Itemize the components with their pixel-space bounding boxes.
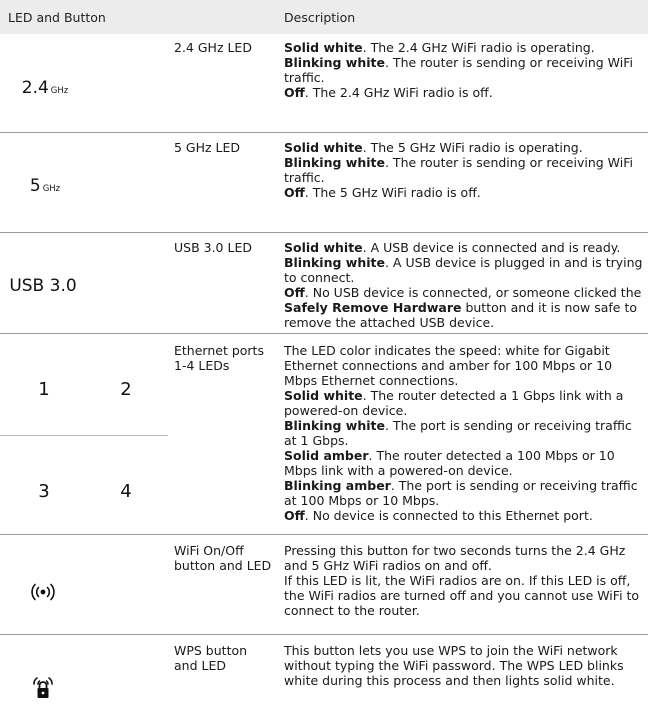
desc-bold: Safely Remove Hardware: [284, 300, 462, 315]
desc-bold: Blinking amber: [284, 478, 391, 493]
desc-bold: Solid white: [284, 240, 363, 255]
desc-line: [284, 85, 646, 100]
led-5ghz-icon: [0, 168, 90, 204]
desc-text: . The port is sending or receiving traffic at 1 Gbps.: [284, 418, 632, 448]
desc-line: [284, 388, 646, 418]
desc-text: This button lets you use WPS to join the WiFi network without typing the WiFi password. The WPS LED blinks white during this process and then lights solid white.: [284, 643, 624, 688]
desc-bold: Blinking white: [284, 418, 385, 433]
desc-bold: Solid amber: [284, 448, 369, 463]
desc-text: Pressing this button for two seconds turns the 2.4 GHz and 5 GHz WiFi radios on and off.: [284, 543, 626, 573]
desc-text: . No device is connected to this Ethernet port.: [304, 508, 593, 523]
led-2-4ghz-icon: [0, 70, 90, 106]
desc-line: [284, 255, 646, 285]
icon-usb-label: USB 3.0: [9, 276, 77, 296]
desc-text: . The 5 GHz WiFi radio is off.: [304, 185, 481, 200]
port-4-icon: 4: [120, 480, 132, 502]
desc-line: [284, 40, 646, 55]
desc-line: [284, 343, 646, 388]
desc-text: . A USB device is connected and is ready.: [362, 240, 621, 255]
desc-line: [284, 508, 646, 523]
desc-text: If this LED is lit, the WiFi radios are on. If this LED is off, the WiFi radios are turned off and you cannot use WiFi to connect to the router.: [284, 573, 640, 618]
table-header: [0, 0, 648, 34]
wps-icon-graphic: [28, 676, 58, 704]
row-divider: [0, 232, 648, 233]
desc-bold: Blinking white: [284, 255, 385, 270]
desc-line: [284, 240, 646, 255]
port-2-icon: 2: [120, 378, 132, 400]
desc-text: . A USB device is plugged in and is trying to connect.: [284, 255, 643, 285]
row-name-usb-led: USB 3.0 LED: [174, 240, 252, 255]
row-name-5ghz-led: 5 GHz LED: [174, 140, 241, 155]
row-name-2-4ghz-led: 2.4 GHz LED: [174, 40, 252, 55]
led-usb-icon: [0, 270, 86, 302]
header-description: Description: [284, 10, 356, 25]
desc-bold: Solid white: [284, 388, 363, 403]
row-desc-5ghz-led: [284, 140, 646, 200]
icon-5-label: 5: [29, 176, 41, 196]
row-name-ethernet-leds: Ethernet ports 1-4 LEDs: [174, 343, 264, 373]
row-desc-wps-button: [284, 643, 646, 688]
desc-bold: Solid white: [284, 140, 363, 155]
wps-icon: [22, 674, 64, 706]
row-name-wps-button: WPS button and LED: [174, 643, 248, 673]
desc-line: [284, 573, 646, 618]
desc-line: [284, 448, 646, 478]
desc-bold: Blinking white: [284, 155, 385, 170]
desc-bold: Off: [284, 185, 305, 200]
desc-line: [284, 55, 646, 85]
row-divider: [0, 333, 648, 334]
header-led-and-button: LED and Button: [8, 10, 106, 25]
desc-line: [284, 185, 646, 200]
desc-text: . No USB device is connected, or someone clicked the: [304, 285, 642, 300]
wifi-icon: [20, 578, 66, 606]
desc-text: . The router detected a 1 Gbps link with a powered-on device.: [284, 388, 624, 418]
port-3-icon: 3: [38, 480, 50, 502]
desc-text: . The 5 GHz WiFi radio is operating.: [362, 140, 583, 155]
desc-text: . The router is sending or receiving WiFi traffic.: [284, 55, 633, 85]
desc-bold: Blinking white: [284, 55, 385, 70]
icon-2-4-unit: GHz: [50, 86, 69, 96]
port-divider: [0, 435, 168, 436]
row-name-wifi-button: WiFi On/Off button and LED: [174, 543, 272, 573]
desc-text: button and it is now safe to remove the attached USB device.: [284, 300, 637, 330]
desc-line: [284, 643, 646, 688]
desc-text: . The router is sending or receiving WiFi traffic.: [284, 155, 633, 185]
row-desc-wifi-button: [284, 543, 646, 618]
desc-line: [284, 543, 646, 573]
desc-line: [284, 140, 646, 155]
desc-bold: Off: [284, 285, 305, 300]
row-desc-ethernet-leds: [284, 343, 646, 523]
port-1-icon: 1: [38, 378, 50, 400]
row-desc-2-4ghz-led: [284, 40, 646, 100]
desc-line: [284, 285, 646, 330]
desc-bold: Off: [284, 85, 305, 100]
desc-bold: Solid white: [284, 40, 363, 55]
row-desc-usb-led: [284, 240, 646, 330]
desc-line: [284, 155, 646, 185]
icon-2-4-label: 2.4: [21, 78, 49, 98]
desc-text: . The 2.4 GHz WiFi radio is operating.: [362, 40, 595, 55]
row-divider: [0, 132, 648, 133]
desc-text: . The port is sending or receiving traffic at 100 Mbps or 10 Mbps.: [284, 478, 638, 508]
desc-text: . The 2.4 GHz WiFi radio is off.: [304, 85, 493, 100]
wifi-icon-graphic: [26, 582, 60, 602]
desc-bold: Off: [284, 508, 305, 523]
desc-text: . The router detected a 100 Mbps or 10 Mbps link with a powered-on device.: [284, 448, 615, 478]
icon-5-unit: GHz: [42, 184, 61, 194]
desc-line: [284, 418, 646, 448]
desc-text: The LED color indicates the speed: white for Gigabit Ethernet connections and amber for 100 Mbps or 10 Mbps Ethernet connections.: [284, 343, 613, 388]
row-divider: [0, 534, 648, 535]
row-divider: [0, 634, 648, 635]
desc-line: [284, 478, 646, 508]
